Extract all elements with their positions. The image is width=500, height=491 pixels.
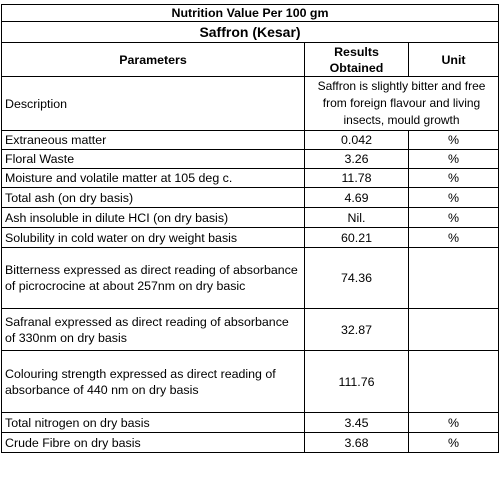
header-results-line2: Obtained bbox=[329, 60, 384, 75]
row-parameter: Total nitrogen on dry basis bbox=[2, 413, 305, 433]
row-result: 3.26 bbox=[305, 150, 409, 169]
row-result: Nil. bbox=[305, 208, 409, 228]
row-result: 3.45 bbox=[305, 413, 409, 433]
header-unit: Unit bbox=[409, 43, 499, 77]
row-unit: % bbox=[409, 228, 499, 248]
title-row bbox=[2, 5, 499, 22]
row-parameter: Floral Waste bbox=[2, 150, 305, 169]
row-parameter: Crude Fibre on dry basis bbox=[2, 433, 305, 453]
row-unit: % bbox=[409, 150, 499, 169]
row-parameter: Safranal expressed as direct reading of absorbance of 330nm on dry basis bbox=[2, 309, 305, 351]
row-result: 111.76 bbox=[305, 351, 409, 413]
table-row bbox=[2, 150, 499, 169]
row-parameter: Ash insoluble in dilute HCI (on dry basis) bbox=[2, 208, 305, 228]
row-unit bbox=[409, 248, 499, 309]
header-results-line1: Results bbox=[334, 44, 379, 59]
row-result: 3.68 bbox=[305, 433, 409, 453]
table-row bbox=[2, 77, 499, 131]
row-unit: % bbox=[409, 169, 499, 188]
row-result: 4.69 bbox=[305, 188, 409, 208]
table-row bbox=[2, 208, 499, 228]
table-row bbox=[2, 188, 499, 208]
row-unit bbox=[409, 351, 499, 413]
row-result: 0.042 bbox=[305, 131, 409, 150]
table-row bbox=[2, 351, 499, 413]
row-parameter: Solubility in cold water on dry weight basis bbox=[2, 228, 305, 248]
row-parameter: Extraneous matter bbox=[2, 131, 305, 150]
row-parameter: Description bbox=[2, 77, 305, 131]
row-unit: % bbox=[409, 413, 499, 433]
table-row bbox=[2, 309, 499, 351]
row-parameter: Moisture and volatile matter at 105 deg c. bbox=[2, 169, 305, 188]
row-unit: % bbox=[409, 433, 499, 453]
table-row bbox=[2, 131, 499, 150]
row-result: 60.21 bbox=[305, 228, 409, 248]
header-parameters: Parameters bbox=[2, 43, 305, 77]
row-result: 74.36 bbox=[305, 248, 409, 309]
table-row bbox=[2, 228, 499, 248]
row-parameter: Total ash (on dry basis) bbox=[2, 188, 305, 208]
row-unit bbox=[409, 309, 499, 351]
row-result: 11.78 bbox=[305, 169, 409, 188]
row-parameter: Colouring strength expressed as direct reading of absorbance of 440 nm on dry basis bbox=[2, 351, 305, 413]
row-unit: % bbox=[409, 188, 499, 208]
row-result: 32.87 bbox=[305, 309, 409, 351]
row-unit: % bbox=[409, 131, 499, 150]
nutrition-table bbox=[1, 4, 499, 453]
row-unit: % bbox=[409, 208, 499, 228]
row-parameter: Bitterness expressed as direct reading of absorbance of picrocrocine at about 257nm on dry basic bbox=[2, 248, 305, 309]
table-title: Nutrition Value Per 100 gm bbox=[2, 5, 499, 22]
table-row bbox=[2, 169, 499, 188]
table-row bbox=[2, 413, 499, 433]
table-row bbox=[2, 433, 499, 453]
subtitle-row bbox=[2, 22, 499, 43]
table-subtitle: Saffron (Kesar) bbox=[2, 22, 499, 43]
row-result: Saffron is slightly bitter and free from foreign flavour and living insects, mould growth bbox=[305, 77, 499, 131]
header-row bbox=[2, 43, 499, 77]
header-results bbox=[305, 43, 409, 77]
table-row bbox=[2, 248, 499, 309]
